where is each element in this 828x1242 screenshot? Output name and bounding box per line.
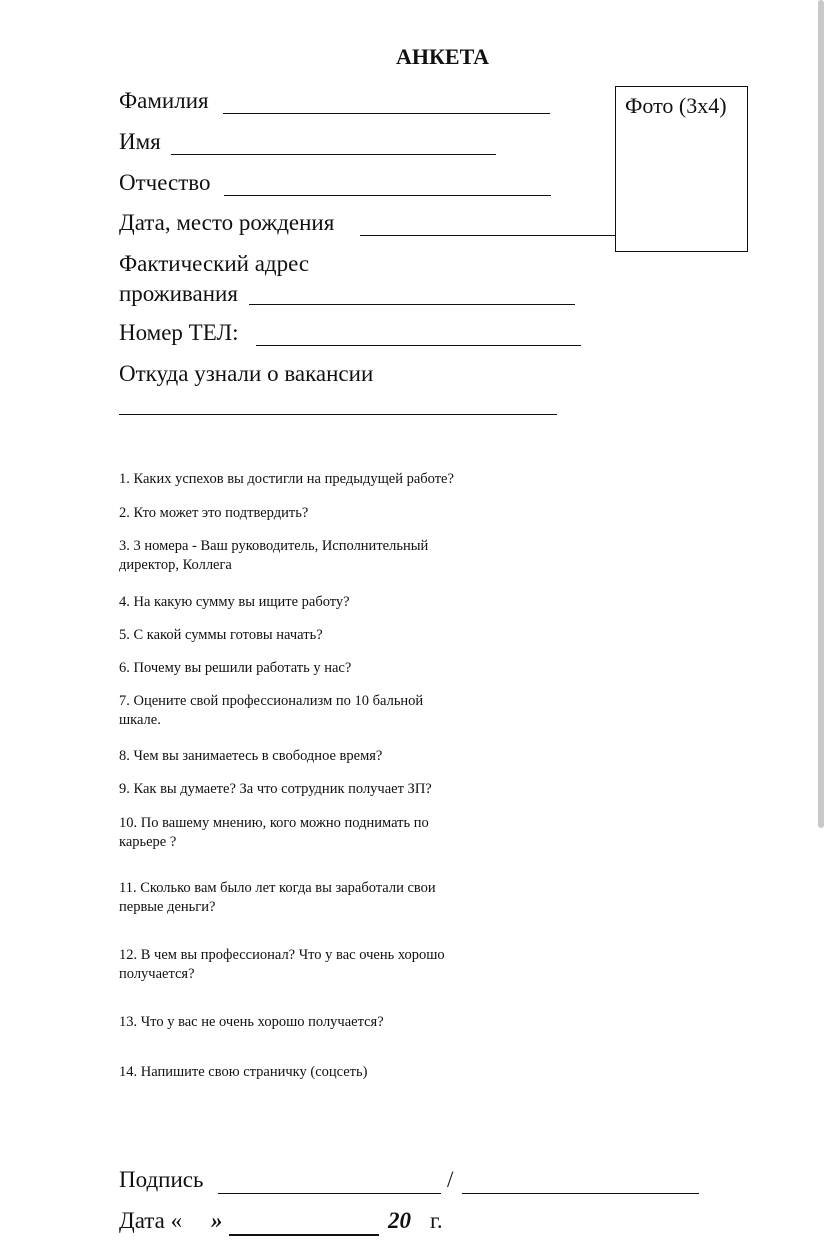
patronymic-label: Отчество [119, 170, 211, 195]
birth-label: Дата, место рождения [119, 210, 335, 235]
address-label-line1: Фактический адрес [119, 251, 310, 276]
source-line [119, 414, 557, 415]
question-4: 4. На какую сумму вы ищите работу? [119, 594, 350, 610]
date-quote-close: » [211, 1208, 223, 1233]
surname-line [223, 113, 550, 114]
date-line [229, 1234, 379, 1236]
question-6: 6. Почему вы решили работать у нас? [119, 660, 352, 676]
question-12: 12. В чем вы профессионал? Что у вас очень хорошо получается? [119, 947, 445, 982]
signature-separator: / [447, 1167, 454, 1192]
question-9: 9. Как вы думаете? За что сотрудник получает ЗП? [119, 781, 432, 797]
scrollbar[interactable] [818, 0, 824, 828]
date-year-suffix: г. [430, 1208, 443, 1233]
source-label: Откуда узнали о вакансии [119, 361, 374, 386]
photo-label: Фото (3х4) [625, 93, 727, 118]
surname-label: Фамилия [119, 88, 209, 113]
signature-label: Подпись [119, 1167, 204, 1192]
question-2: 2. Кто может это подтвердить? [119, 505, 309, 521]
question-5: 5. С какой суммы готовы начать? [119, 627, 323, 643]
phone-label: Номер ТЕЛ: [119, 320, 239, 345]
date-year-prefix: 20 [388, 1208, 411, 1233]
name-line [171, 154, 496, 155]
question-3: 3. 3 номера - Ваш руководитель, Исполнительный директор, Коллега [119, 538, 429, 573]
question-7: 7. Оцените свой профессионализм по 10 бальной шкале. [119, 693, 424, 728]
phone-line [256, 345, 581, 346]
signature-name-line [462, 1193, 699, 1194]
question-1: 1. Каких успехов вы достигли на предыдущей работе? [119, 471, 454, 487]
signature-line [218, 1193, 441, 1194]
birth-line [360, 235, 616, 236]
question-14: 14. Напишите свою страничку (соцсеть) [119, 1064, 368, 1080]
form-title: АНКЕТА [395, 44, 490, 69]
patronymic-line [224, 195, 551, 196]
photo-box [615, 86, 748, 252]
question-11: 11. Сколько вам было лет когда вы заработали свои первые деньги? [119, 880, 436, 915]
address-label-line2: проживания [119, 281, 238, 306]
question-13: 13. Что у вас не очень хорошо получается? [119, 1014, 384, 1030]
question-8: 8. Чем вы занимаетесь в свободное время? [119, 748, 383, 764]
date-label: Дата « [119, 1208, 183, 1233]
name-label: Имя [119, 129, 161, 154]
address-line [249, 304, 575, 305]
question-10: 10. По вашему мнению, кого можно поднимать по карьере ? [119, 815, 429, 850]
